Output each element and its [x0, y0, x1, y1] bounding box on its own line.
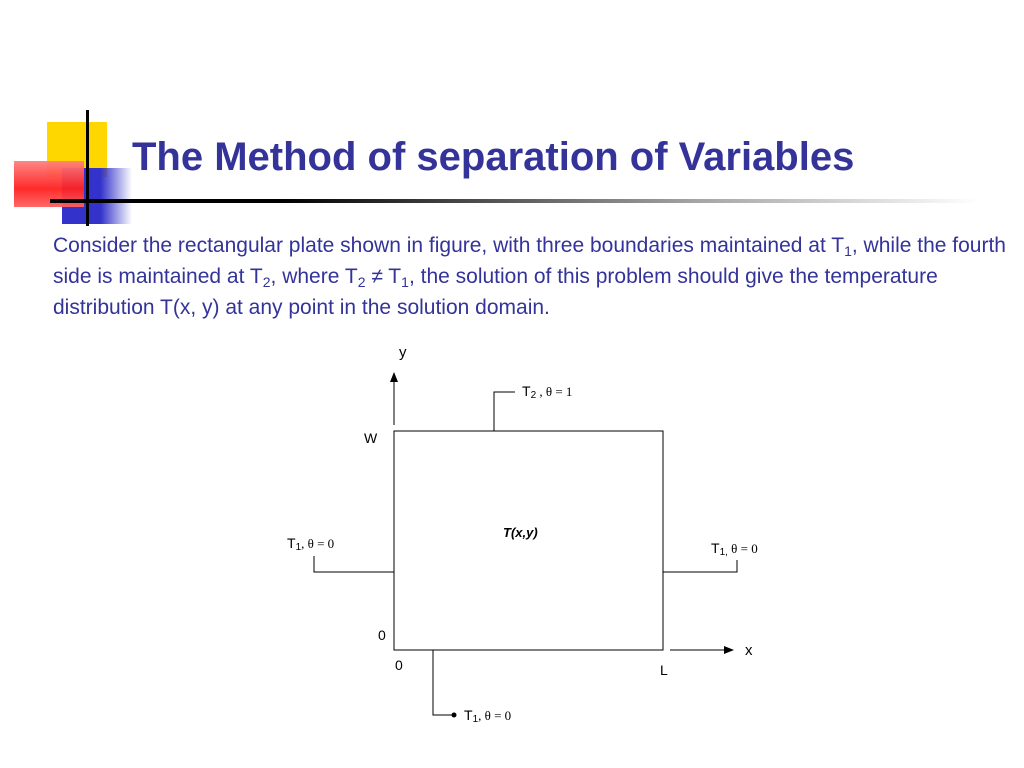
subscript: 2 [357, 274, 366, 290]
length-label: L [660, 662, 668, 678]
origin-x-label: 0 [395, 657, 403, 673]
left-boundary-label: T1, θ = 0 [287, 535, 335, 553]
temperature-function-label: T(x,y) [503, 525, 538, 540]
right-leader-line [663, 560, 737, 572]
x-axis-label: x [745, 642, 753, 659]
top-boundary-label: T2 , θ = 1 [522, 383, 573, 401]
slide-title: The Method of separation of Variables [132, 135, 855, 179]
origin-y-label: 0 [378, 627, 386, 643]
bottom-leader-dot [452, 713, 457, 718]
paragraph-text: Consider the rectangular plate shown in figure, with three boundaries maintained at T [53, 234, 845, 257]
y-axis-label: y [399, 344, 407, 361]
paragraph-text: , the solution of this problem should give the temperature distribution T(x, y) at any point in the solution domain. [53, 265, 938, 319]
paragraph-text: , while the fourth side is maintained at T [53, 234, 1006, 288]
width-label: W [364, 430, 378, 446]
subscript: 1 [401, 274, 409, 290]
subscript: 1 [844, 243, 852, 259]
top-leader-line [494, 392, 515, 431]
paragraph-text: ≠ T [365, 265, 402, 288]
bottom-leader-line [433, 650, 452, 715]
subscript: 2 [262, 274, 271, 290]
bottom-boundary-label: T1, θ = 0 [464, 707, 512, 725]
plate-rectangle [394, 431, 663, 650]
left-leader-line [314, 556, 394, 572]
paragraph-text: , where T [270, 265, 358, 288]
right-boundary-label: T1, θ = 0 [711, 540, 758, 558]
